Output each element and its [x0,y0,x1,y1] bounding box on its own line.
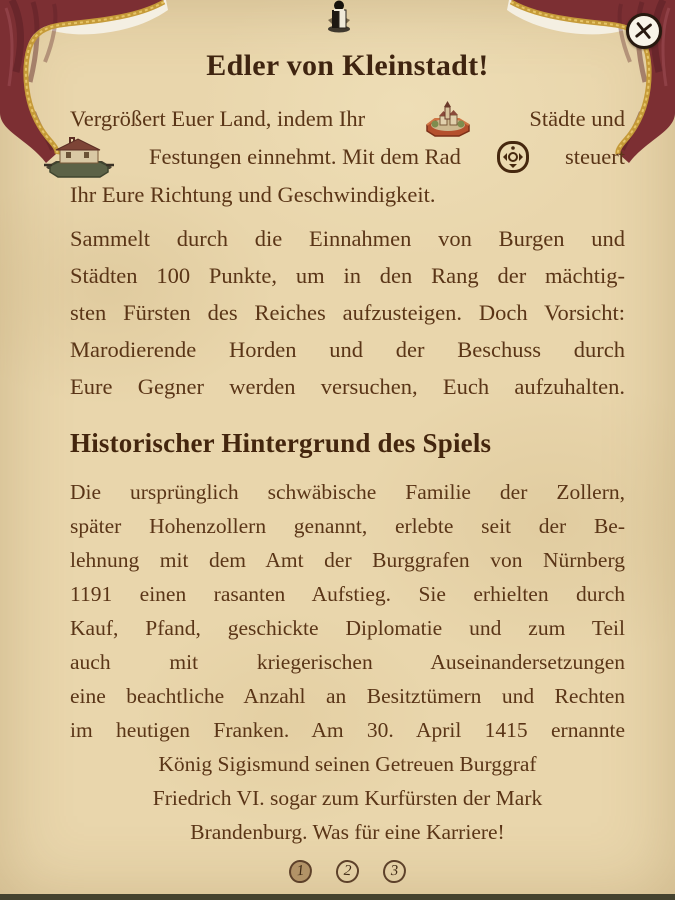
history-line: Friedrich VI. sogar zum Kurfürsten der Mark [152,786,543,810]
history-line: Kauf, Pfand, geschickte Diplomatie und zum Teil [70,616,625,640]
history-line: 1191 einen rasanten Aufstieg. Sie erhielten durch [70,582,625,606]
page-indicator [70,859,625,883]
history-line: später Hohenzollern genannt, erlebte seit der Be- [70,514,625,538]
rules-paragraph [70,220,625,405]
intro-line-3: Ihr Eure Richtung und Geschwindigkeit. [70,182,436,207]
rules-line: Eure Gegner werden versuchen, Euch aufzuhalten. [70,374,625,399]
intro-line-1 [70,100,625,138]
page-title: Edler von Kleinstadt! [206,49,489,82]
intro-text: Vergrößert Euer Land, indem Ihr [70,106,366,131]
intro-paragraph [70,100,625,214]
intro-text: Städte und [529,106,625,131]
history-line: auch mit kriegerischen Auseinandersetzungen [70,650,625,674]
close-icon [628,15,661,48]
rules-line: Sammelt durch die Einnahmen von Burgen und [70,226,625,251]
steering-wheel-icon [496,140,530,174]
intro-text: steuert [564,144,625,169]
rules-line: Marodierende Horden und der Beschuss durch [70,337,625,362]
history-line: Die ursprünglich schwäbische Familie der Zollern, [70,480,625,504]
history-heading: Historischer Hintergrund des Spiels [70,428,492,458]
page-dot-1[interactable]: 1 [288,859,313,884]
history-line: lehnung mit dem Amt der Burggrafen von Nürnberg [70,548,625,572]
city-icon [419,100,475,138]
intro-line-2 [70,138,625,176]
page-dot-2[interactable]: 2 [335,859,359,883]
close-button[interactable] [626,13,662,49]
page-dot-3[interactable]: 3 [383,859,407,883]
history-line: eine beachtliche Anzahl an Besitztümern und Rechten [70,684,625,708]
rules-line: Städten 100 Punkte, um in den Rang der mächtig- [70,263,625,288]
fortress-icon [44,134,114,178]
history-line: im heutigen Franken. Am 30. April 1415 ernannte [70,718,625,742]
history-line: Brandenburg. Was für eine Karriere! [190,820,505,844]
history-line: König Sigismund seinen Getreuen Burggraf [158,752,537,776]
intro-text: Festungen einnehmt. Mit dem Rad [149,144,461,169]
history-paragraph [70,475,625,849]
rules-line: sten Fürsten des Reiches aufzusteigen. Doch Vorsicht: [70,300,625,325]
